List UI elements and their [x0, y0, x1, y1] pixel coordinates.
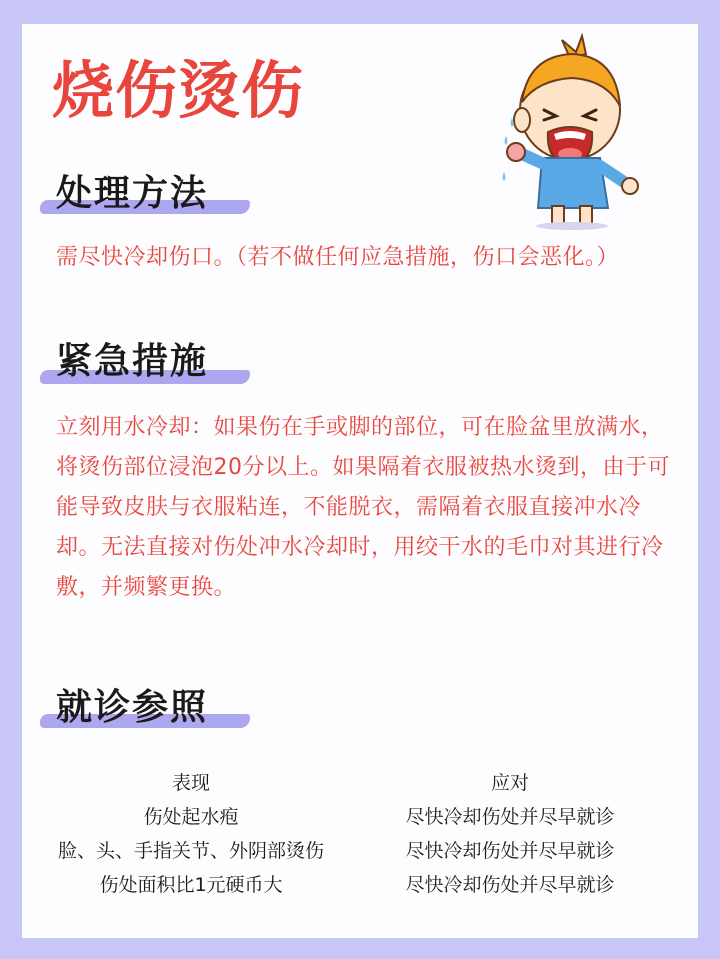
- table-header-response: 应对: [490, 771, 529, 794]
- page-title: 烧伤烫伤: [52, 54, 305, 127]
- table-cell-response: 尽快冷却伤处并尽早就诊: [405, 805, 615, 828]
- emergency-paragraph: 立刻用水冷却：如果伤在手或脚的部位，可在脸盆里放满水，将烫伤部位浸泡20分以上。如果隔着衣服被热水烫到，由于可能导致皮肤与衣服粘连，不能脱衣，需隔着衣服直接冲水冷却。无法直接对伤处冲水冷却时，用绞干水的毛巾对其进行冷敷，并频繁更换。: [56, 415, 670, 600]
- table-row: [22, 832, 698, 866]
- method-paragraph: 需尽快冷却伤口。（若不做任何应急措施，伤口会恶化。）: [56, 245, 620, 270]
- table-cell-symptom: 伤处面积比1元硬币大: [99, 873, 283, 896]
- table-header-row: [22, 764, 698, 798]
- crying-child-illustration: [492, 30, 642, 230]
- table-header-symptom: 表现: [171, 771, 210, 794]
- table-row: [22, 798, 698, 832]
- table-row: [22, 866, 698, 900]
- table-cell-response: 尽快冷却伤处并尽早就诊: [405, 839, 615, 862]
- section-heading-method: 处理方法: [56, 173, 209, 214]
- table-cell-response: 尽快冷却伤处并尽早就诊: [405, 873, 615, 896]
- table-cell-symptom: 脸、头、手指关节、外阴部烫伤: [57, 839, 324, 862]
- content-card: [22, 24, 698, 938]
- table-cell-symptom: 伤处起水疱: [143, 805, 239, 828]
- section-heading-reference: 就诊参照: [56, 687, 209, 728]
- section-heading-emergency: 紧急措施: [56, 341, 209, 382]
- reference-table: [22, 764, 698, 900]
